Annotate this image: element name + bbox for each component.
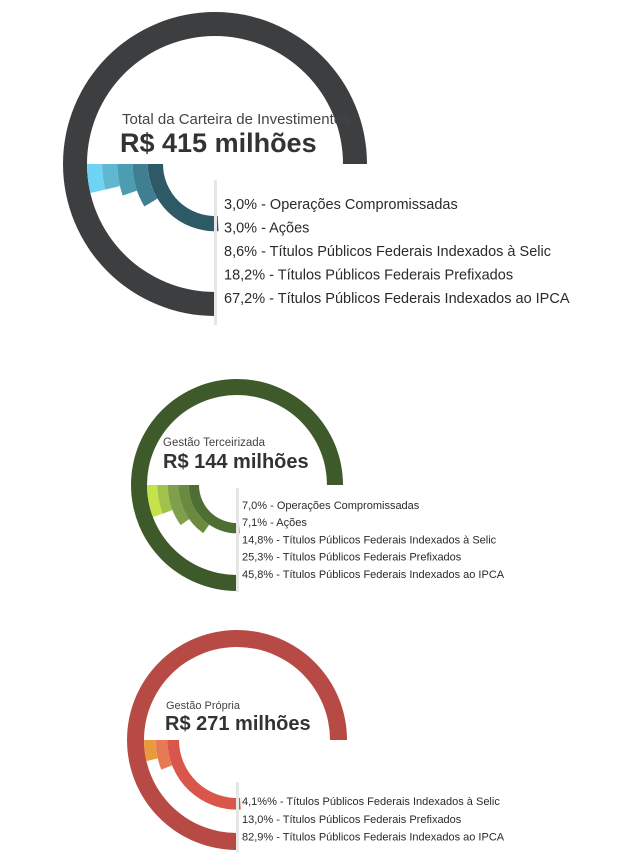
legend-label-3: 8,6% - Títulos Públicos Federais Indexados à Selic	[224, 244, 551, 260]
segment-3	[167, 740, 240, 810]
legend-label-2: 7,1% - Ações	[242, 517, 307, 530]
legend-label-2: 3,0% - Ações	[224, 220, 310, 237]
legend-label-2: 13,0% - Títulos Públicos Federais Prefixados	[242, 813, 462, 826]
radial-chart-2	[131, 379, 505, 592]
chart-subtitle: Gestão Própria	[166, 700, 240, 712]
legend-label-4: 18,2% - Títulos Públicos Federais Prefixados	[224, 267, 514, 284]
legend-label-4: 25,3% - Títulos Públicos Federais Prefixados	[242, 551, 462, 564]
legend-label-1: 7,0% - Operações Compromissadas	[242, 500, 420, 512]
chart-total: R$ 415 milhões	[120, 128, 317, 158]
legend-label-5: 45,8% - Títulos Públicos Federais Indexados ao IPCA	[242, 568, 505, 581]
segment-1	[144, 740, 158, 761]
radial-chart-3	[127, 630, 505, 852]
legend-label-3: 14,8% - Títulos Públicos Federais Indexados à Selic	[242, 534, 497, 547]
divider	[214, 180, 217, 325]
chart-total: R$ 144 milhões	[163, 451, 309, 473]
legend-label-3: 82,9% - Títulos Públicos Federais Indexados ao IPCA	[242, 831, 505, 844]
chart-total: R$ 271 milhões	[165, 713, 311, 735]
legend-label-1: 3,0% - Operações Compromissadas	[224, 197, 458, 213]
divider	[236, 488, 239, 592]
segment-2	[102, 164, 120, 190]
radial-chart-1	[63, 12, 570, 325]
chart-subtitle: Gestão Terceirizada	[163, 437, 266, 449]
divider	[236, 782, 239, 852]
segment-5	[148, 164, 219, 231]
legend-label-1: 4,1%% - Títulos Públicos Federais Indexados à Selic	[242, 796, 500, 808]
chart-subtitle: Total da Carteira de Investimentos	[122, 111, 350, 128]
legend-label-5: 67,2% - Títulos Públicos Federais Indexados ao IPCA	[224, 291, 570, 307]
